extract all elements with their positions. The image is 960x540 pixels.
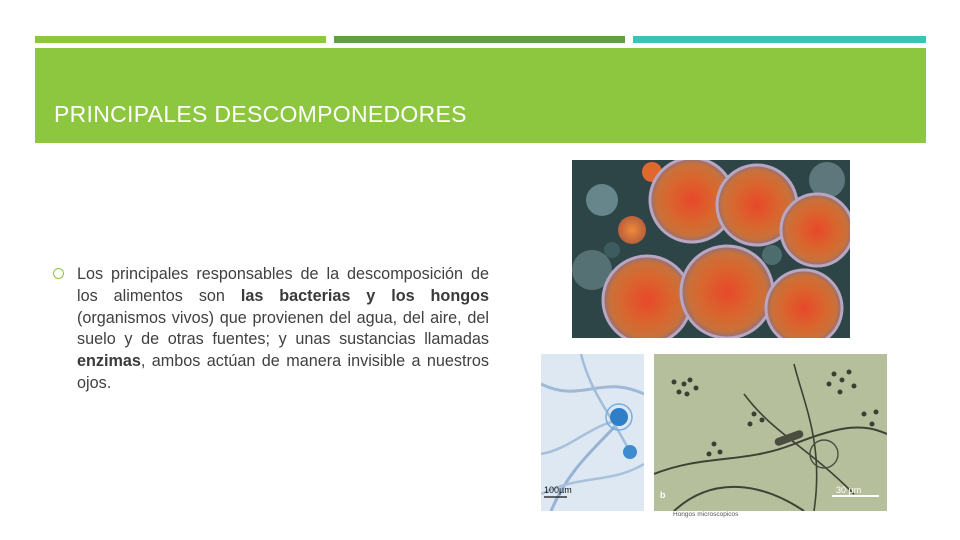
text-segment: Los principales responsables de la descomposición de los alimentos son (77, 265, 489, 305)
slide-title: PRINCIPALES DESCOMPONEDORES (54, 101, 467, 127)
bullet-item (53, 264, 489, 395)
bullet-text (77, 264, 489, 395)
scale-bar-label: 30 µm (836, 485, 862, 495)
text-segment: , ambos actúan de manera invisible a nuestros ojos. (77, 352, 489, 392)
accent-bar-2 (334, 36, 625, 43)
circle-bullet-icon (53, 268, 64, 279)
accent-bar-1 (35, 36, 326, 43)
text-segment-bold: las bacterias y los hongos (240, 286, 489, 305)
panel-letter-label: b (660, 490, 666, 500)
text-segment-bold: enzimas (77, 352, 141, 371)
text-segment: (organismos vivos) que provienen del agua, del aire, del suelo y de otras fuentes; y unas sustancias llamadas (77, 308, 489, 349)
image-caption: Hongos microscopicos (673, 511, 739, 518)
microscopic-fungi-image (654, 354, 887, 511)
accent-bar-3 (633, 36, 926, 43)
fungi-hyphae-image (541, 354, 644, 511)
title-band (35, 48, 926, 143)
bacteria-micrograph-image (572, 160, 850, 338)
scale-bar-label: 100µm (544, 485, 572, 495)
